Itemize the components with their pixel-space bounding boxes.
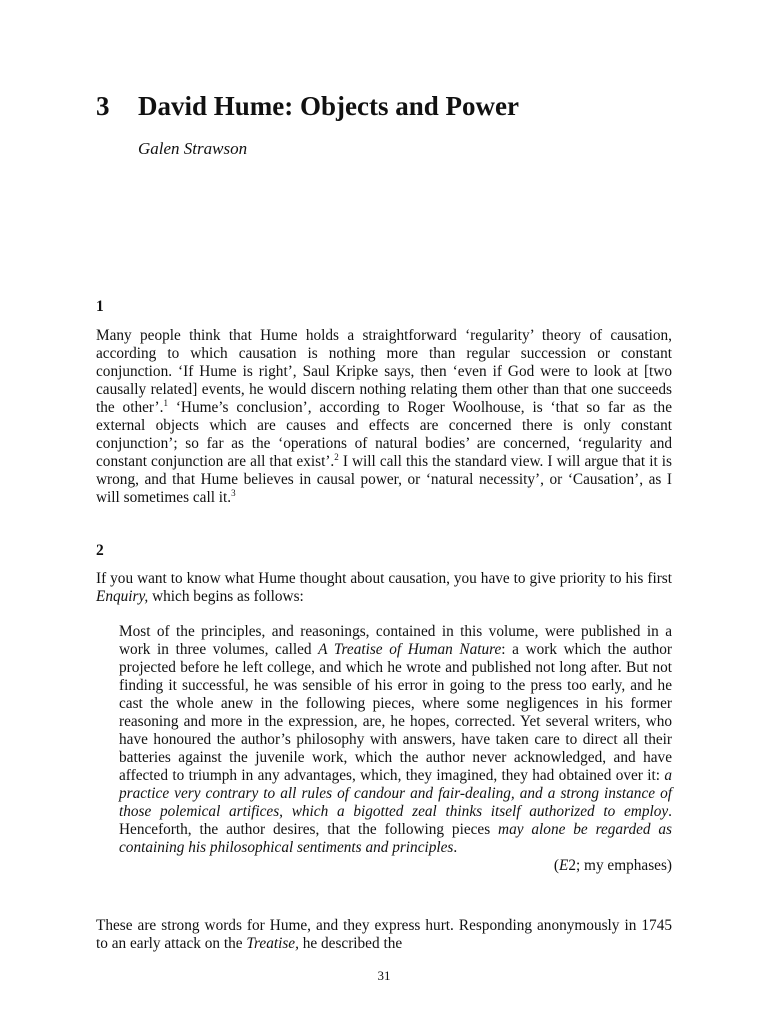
footnote-ref-2[interactable]: 2 [334, 451, 339, 462]
enquiry-title: Enquiry, [96, 588, 149, 605]
page-number: 31 [377, 968, 391, 983]
quote-emphasis-1: a practice very contrary to all rules of candour and fair-dealing, and a strong instance of those polemical artifices, which a bigotted zeal thinks itself authorized to employ [119, 767, 672, 820]
quote-emphasis-2: may alone be regarded as containing his philosophical sentiments and principles [119, 821, 673, 856]
block-quote [119, 623, 672, 875]
quote-text-a: Most of the principles, and reasonings, contained in this volume, were published in a work in three volumes, called [119, 623, 672, 658]
paragraph-2 [96, 570, 672, 606]
paragraph-3-text-b: he described the [298, 935, 403, 952]
section-1-body [96, 327, 672, 507]
section-heading-2: 2 [96, 542, 104, 559]
treatise-title: A Treatise of Human Nature [318, 641, 502, 658]
paragraph-1-text-b: ‘Hume’s conclusion’, according to Roger Woolhouse, is ‘that so far as the external objects which are causes and effects are concerned there is only constant conjunction’; so far as the ‘operations of natural bodies’ are concerned, ‘regularity and constant conjunction are all that exist’. [96, 399, 672, 470]
section-heading-1: 1 [96, 298, 104, 315]
cite-open: ( [553, 857, 559, 874]
cite-rest: 2; my emphases) [568, 857, 672, 874]
treatise-ref: Treatise, [246, 935, 299, 952]
section-2-intro [96, 570, 672, 606]
section-2-continuation [96, 917, 672, 953]
quote-text [119, 623, 672, 857]
cite-ref: E [558, 857, 569, 874]
paragraph-2-text-a: If you want to know what Hume thought about causation, you have to give priority to his first [96, 570, 672, 587]
chapter-author: Galen Strawson [138, 139, 248, 158]
paragraph-3 [96, 917, 672, 953]
chapter-title [96, 86, 696, 126]
paragraph-3-text-a: These are strong words for Hume, and they express hurt. Responding anonymously in 1745 to an early attack on the [96, 917, 672, 952]
quote-text-c: . Henceforth, the author desires, that the following pieces [119, 803, 672, 838]
quote-citation [119, 857, 672, 875]
footnote-ref-1[interactable]: 1 [163, 397, 168, 408]
quote-text-d: . [453, 839, 458, 856]
quote-text-b: : a work which the author projected before he left college, and which he wrote and published not long after. But not finding it successful, he was sensible of his error in going to the press too early, and he cast the whole anew in the following pieces, where some negligences in his former reasoning and more in the expression, are, he hopes, corrected. Yet several writers, who have honoured the author’s philosophy with answers, have taken care to direct all their batteries against the juvenile work, which the author never acknowledged, and have affected to triumph in any advantages, which, they imagined, they had obtained over it: [119, 641, 672, 784]
paragraph-1 [96, 327, 672, 507]
chapter-number: 3 [96, 91, 110, 121]
paragraph-1-text-a: Many people think that Hume holds a straightforward ‘regularity’ theory of causation, according to which causation is nothing more than regular succession or constant conjunction. ‘If Hume is right’, Saul Kripke says, then ‘even if God were to look at [two causally related] events, he would discern nothing relating them other than that one succeeds the other’. [96, 327, 672, 416]
paragraph-2-text-b: which begins as follows: [148, 588, 304, 605]
paragraph-1-text-c: I will call this the standard view. I will argue that it is wrong, and that Hume believes in causal power, or ‘natural necessity’, or ‘Causation’, as I will sometimes call it. [96, 453, 672, 506]
chapter-title-text: David Hume: Objects and Power [138, 91, 519, 121]
footnote-ref-3[interactable]: 3 [231, 487, 236, 498]
